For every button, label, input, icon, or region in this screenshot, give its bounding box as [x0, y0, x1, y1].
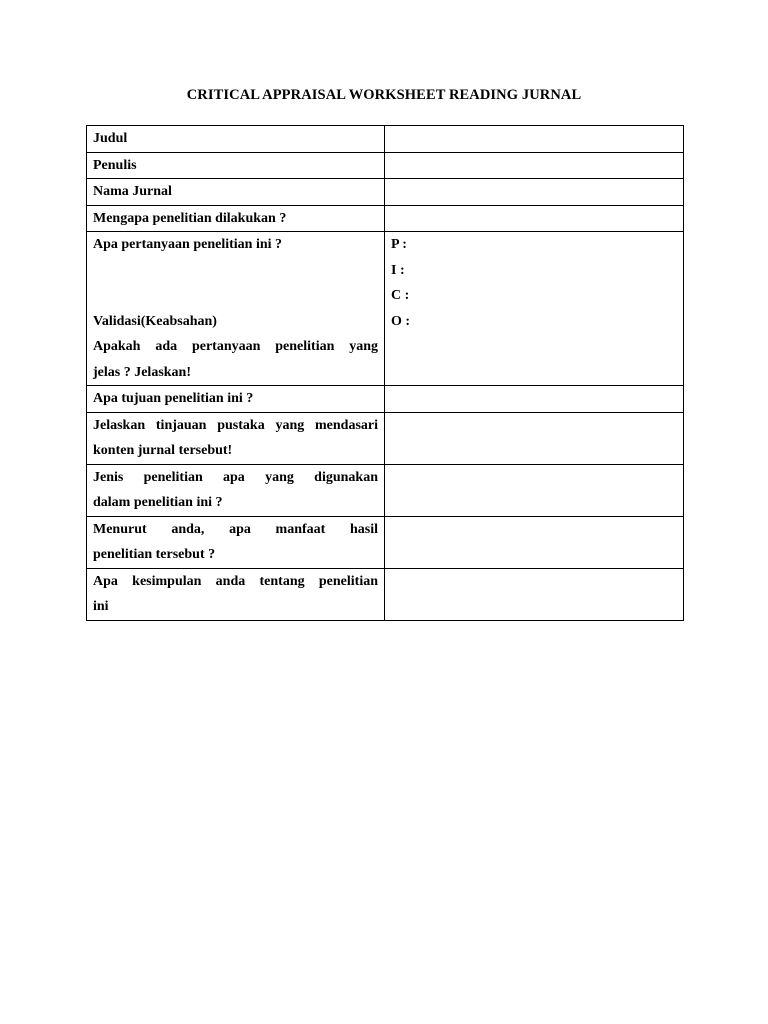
- page-title: CRITICAL APPRAISAL WORKSHEET READING JURNAL: [186, 87, 582, 103]
- label-penulis: Penulis: [87, 152, 385, 179]
- label-jenis-line1: Jenis penelitian apa yang digunakan: [93, 469, 378, 485]
- table-row-penulis: [87, 152, 684, 179]
- answer-kesimpulan[interactable]: [385, 568, 684, 620]
- answer-manfaat[interactable]: [385, 516, 684, 568]
- label-nama-jurnal: Nama Jurnal: [87, 179, 385, 206]
- label-manfaat-line2: penelitian tersebut ?: [93, 547, 216, 562]
- pico-o: O :: [391, 313, 411, 329]
- answer-pico[interactable]: [385, 232, 684, 386]
- label-apakah-line2: jelas ? Jelaskan!: [93, 364, 191, 380]
- table-row-nama-jurnal: [87, 179, 684, 206]
- table-row-jenis: [87, 464, 684, 516]
- label-mengapa: Mengapa penelitian dilakukan ?: [87, 205, 385, 232]
- label-pertanyaan: Apa pertanyaan penelitian ini ?: [93, 237, 283, 252]
- table-row-kesimpulan: [87, 568, 684, 620]
- label-tinjauan-line1: Jelaskan tinjauan pustaka yang mendasari: [93, 417, 378, 433]
- cell-jenis: [87, 464, 385, 516]
- pico-i: I :: [391, 262, 405, 278]
- answer-tujuan[interactable]: [385, 386, 684, 413]
- label-manfaat-line1: Menurut anda, apa manfaat hasil: [93, 521, 378, 537]
- answer-tinjauan[interactable]: [385, 412, 684, 464]
- answer-jenis[interactable]: [385, 464, 684, 516]
- cell-kesimpulan: [87, 568, 385, 620]
- appraisal-table: [86, 125, 684, 621]
- blank-space: [93, 258, 378, 309]
- label-kesimpulan-line1: Apa kesimpulan anda tentang penelitian: [93, 573, 378, 589]
- table-row-tujuan: [87, 386, 684, 413]
- label-apakah-line1: Apakah ada pertanyaan penelitian yang: [93, 339, 378, 354]
- label-jenis-line2: dalam penelitian ini ?: [93, 495, 223, 510]
- label-judul: Judul: [87, 126, 385, 153]
- cell-manfaat: [87, 516, 385, 568]
- table-row-pertanyaan: [87, 232, 684, 386]
- cell-pertanyaan-validasi: [87, 232, 385, 386]
- table-row-tinjauan: [87, 412, 684, 464]
- answer-mengapa[interactable]: [385, 205, 684, 232]
- answer-nama-jurnal[interactable]: [385, 179, 684, 206]
- table-row-mengapa: [87, 205, 684, 232]
- label-kesimpulan-line2: ini: [93, 599, 109, 614]
- pico-c: C :: [391, 288, 410, 303]
- cell-tinjauan: [87, 412, 385, 464]
- label-validasi: Validasi(Keabsahan): [93, 313, 217, 329]
- label-tinjauan-line2: konten jurnal tersebut!: [93, 443, 233, 458]
- answer-judul[interactable]: [385, 126, 684, 153]
- label-tujuan: Apa tujuan penelitian ini ?: [87, 386, 385, 413]
- answer-penulis[interactable]: [385, 152, 684, 179]
- table-row-judul: [87, 126, 684, 153]
- pico-p: P :: [391, 237, 407, 252]
- table-row-manfaat: [87, 516, 684, 568]
